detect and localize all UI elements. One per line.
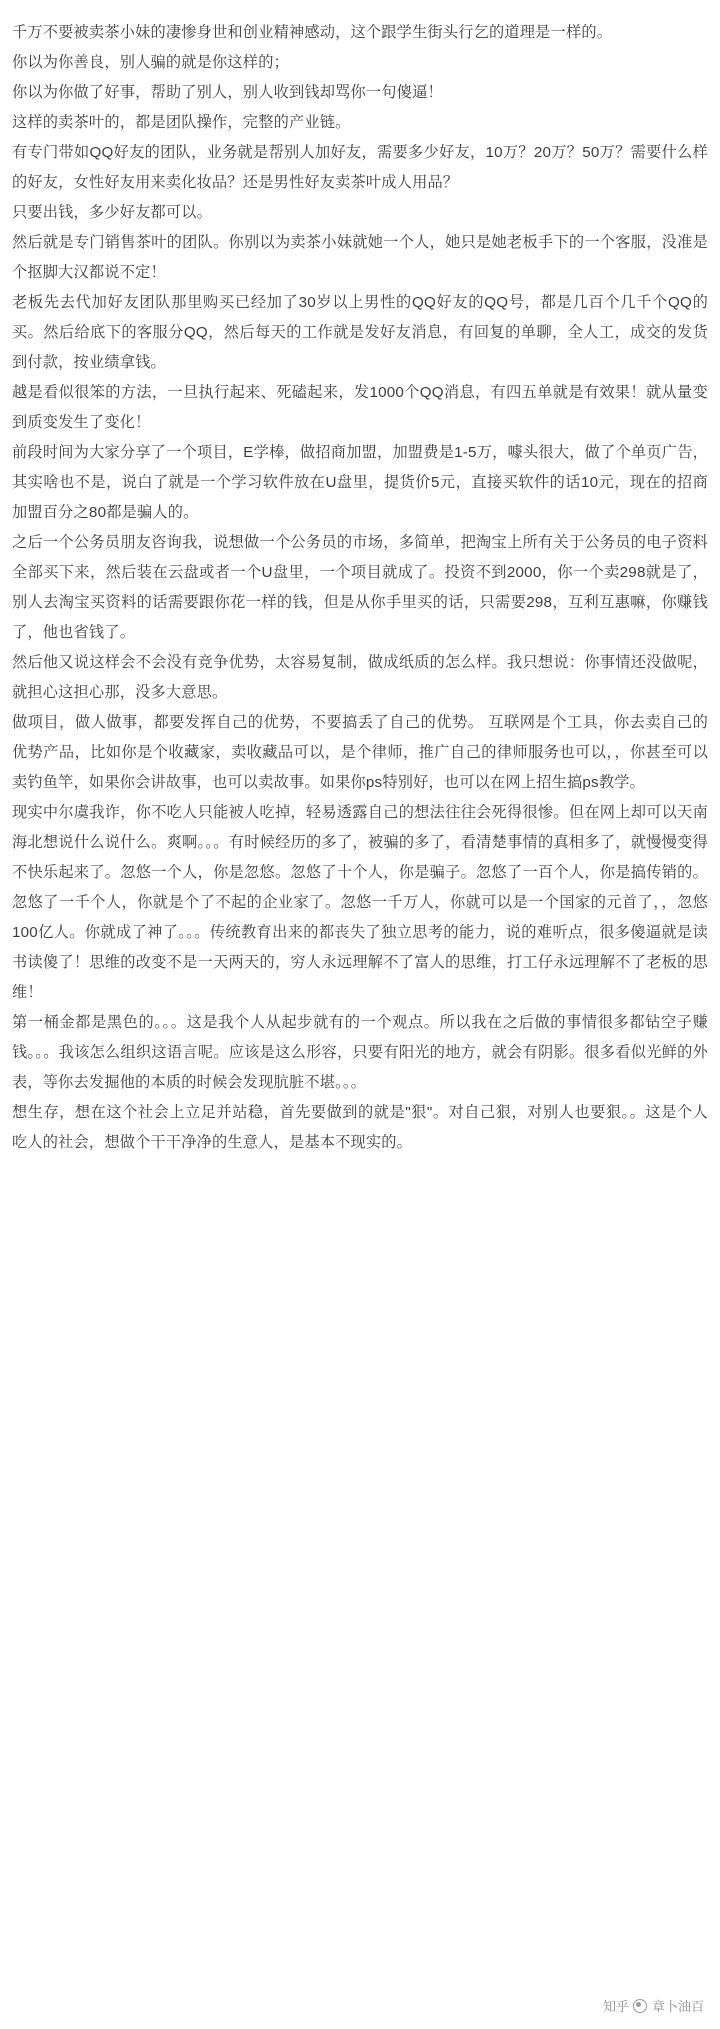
- paragraph: 这样的卖茶叶的，都是团队操作，完整的产业链。: [12, 114, 351, 131]
- paragraph: 做项目，做人做事，都要发挥自己的优势，不要搞丢了自己的优势。 互联网是个工具，你去卖自己的优势产品，比如你是个收藏家，卖收藏品可以，是个律师，推广自己的律师服务也可以，，你甚至可以卖钓鱼竿，如果你会讲故事，也可以卖故事。如果你ps特别好，也可以在网上招生搞ps教学。: [12, 714, 708, 791]
- paragraph: 然后他又说这样会不会没有竞争优势，太容易复制，做成纸质的怎么样。我只想说：你事情还没做呢，就担心这担心那，没多大意思。: [12, 654, 708, 701]
- paragraph: 第一桶金都是黑色的。。。这是我个人从起步就有的一个观点。所以我在之后做的事情很多都钻空子赚钱。。。我该怎么组织这语言呢。应该是这么形容，只要有阳光的地方，就会有阴影。很多看似光鲜的外表，等你去发掘他的本质的时候会发现肮脏不堪。。。: [12, 1014, 708, 1091]
- paragraph: 然后就是专门销售茶叶的团队。你别以为卖茶小妹就她一个人，她只是她老板手下的一个客服，没准是个抠脚大汉都说不定！: [12, 234, 708, 281]
- paragraph: 现实中尔虞我诈，你不吃人只能被人吃掉，轻易透露自己的想法往往会死得很惨。但在网上却可以天南海北想说什么说什么。爽啊。。。有时候经历的多了，被骗的多了，看清楚事情的真相多了，就慢慢变得不快乐起来了。忽悠一个人，你是忽悠。忽悠了十个人，你是骗子。忽悠了一百个人，你是搞传销的。忽悠了一千个人，你就是个了不起的企业家了。忽悠一千万人，你就可以是一个国家的元首了，，忽悠100亿人。你就成了神了。。。传统教育出来的都丧失了独立思考的能力，说的难听点，很多傻逼就是读书读傻了！思维的改变不是一天两天的，穷人永远理解不了富人的思维，打工仔永远理解不了老板的思维！: [12, 804, 708, 1001]
- paragraph: 想生存，想在这个社会上立足并站稳，首先要做到的就是"狠"。对自己狠，对别人也要狠。。这是个人吃人的社会，想做个干干净净的生意人，是基本不现实的。: [12, 1104, 708, 1151]
- article-body: [12, 18, 708, 1158]
- user-icon: [633, 1999, 647, 2013]
- paragraph: 越是看似很笨的方法，一旦执行起来、死磕起来，发1000个QQ消息，有四五单就是有效果！就从量变到质变发生了变化！: [12, 384, 708, 431]
- paragraph: 之后一个公务员朋友咨询我，说想做一个公务员的市场，多简单，把淘宝上所有关于公务员的电子资料全部买下来，然后装在云盘或者一个U盘里，一个项目就成了。投资不到2000，你一个卖298就是了，别人去淘宝买资料的话需要跟你花一样的钱，但是从你手里买的话，只需要298，互利互惠嘛，你赚钱了，他也省钱了。: [12, 534, 708, 641]
- paragraph: 只要出钱，多少好友都可以。: [12, 204, 213, 221]
- zhihu-logo-text: 知乎: [602, 1999, 629, 2014]
- paragraph: 有专门带如QQ好友的团队，业务就是帮别人加好友，需要多少好友，10万？20万？50万？需要什么样的好友，女性好友用来卖化妆品？还是男性好友卖茶叶成人用品？: [12, 144, 708, 191]
- paragraph: 你以为你做了好事，帮助了别人，别人收到钱却骂你一句傻逼！: [12, 84, 443, 101]
- watermark: [603, 1996, 704, 2015]
- paragraph: 你以为你善良，别人骗的就是你这样的；: [12, 54, 289, 71]
- paragraph: 老板先去代加好友团队那里购买已经加了30岁以上男性的QQ好友的QQ号，都是几百个几千个QQ的买。然后给底下的客服分QQ，然后每天的工作就是发好友消息，有回复的单聊，全人工，成交的发货到付款，按业绩拿钱。: [12, 294, 708, 371]
- watermark-author: 章卜油百: [651, 1999, 704, 2014]
- paragraph: 千万不要被卖茶小妹的凄惨身世和创业精神感动，这个跟学生街头行乞的道理是一样的。: [12, 24, 613, 41]
- paragraph: 前段时间为大家分享了一个项目，E学棒，做招商加盟，加盟费是1-5万，噱头很大，做了个单页广告，其实啥也不是，说白了就是一个学习软件放在U盘里，提货价5元，直接买软件的话10元，现在的招商加盟百分之80都是骗人的。: [12, 444, 708, 521]
